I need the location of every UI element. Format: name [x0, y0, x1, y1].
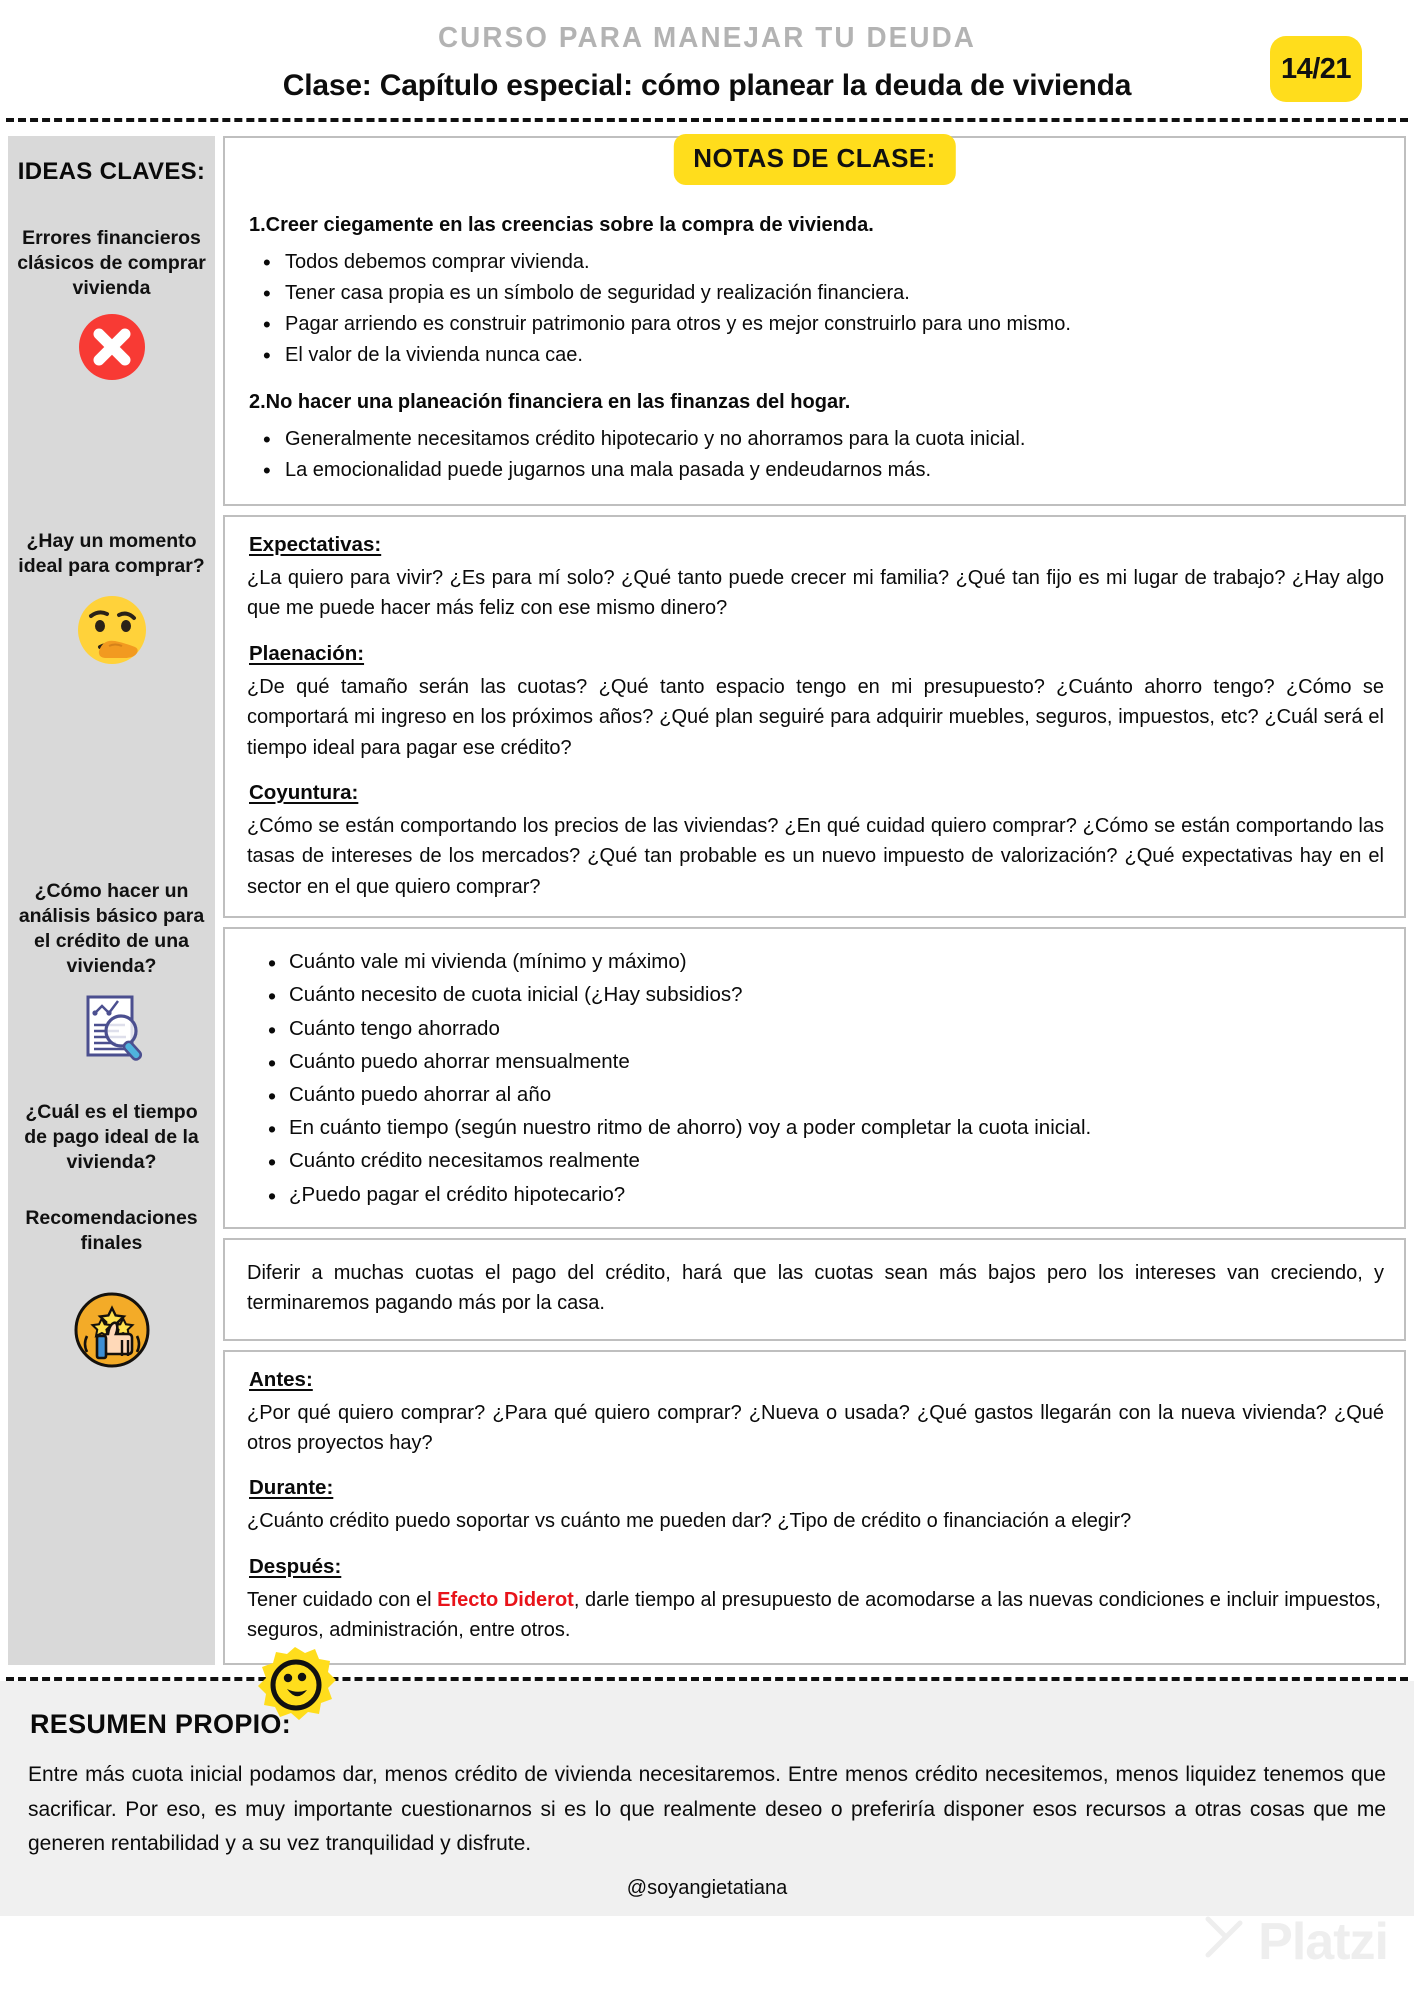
list-item: • Cuánto puedo ahorrar mensualmente — [289, 1045, 1384, 1078]
sidebar-title: IDEAS CLAVES: — [17, 158, 206, 185]
board — [0, 122, 1414, 1665]
sidebar-item-recomendaciones — [8, 1192, 215, 1552]
sidebar-item-label: Errores financieros clásicos de comprar vivienda — [17, 227, 206, 299]
antes-heading: Antes: — [249, 1367, 313, 1391]
notes-column — [215, 136, 1406, 1665]
sidebar-item-momento-ideal — [8, 517, 215, 867]
list-item: • ¿Puedo pagar el crédito hipotecario? — [289, 1178, 1384, 1211]
durante-heading: Durante: — [249, 1476, 334, 1500]
efecto-diderot-highlight: Efecto Diderot — [437, 1588, 574, 1611]
list-item: • La emocionalidad puede jugarnos una mala pasada y endeudarnos más. — [283, 455, 1384, 486]
sidebar-item-label: ¿Cómo hacer un análisis básico para el crédito de una vivienda? — [18, 880, 205, 977]
list-item: • Cuánto puedo ahorrar al año — [289, 1078, 1384, 1111]
platzi-watermark — [1202, 1912, 1388, 1972]
list-item: • Generalmente necesitamos crédito hipotecario y no ahorramos para la cuota inicial. — [283, 424, 1384, 455]
expectativas-text: ¿La quiero para vivir? ¿Es para mí solo? ¿Qué tanto puede crecer mi familia? ¿Qué tan fijo es mi lugar de trabajo? ¿Hay algo que me puede hacer más feliz con ese mismo dinero? — [247, 567, 1384, 620]
sidebar-item-label: ¿Hay un momento ideal para comprar? — [18, 530, 205, 577]
despues-text-before: Tener cuidado con el — [247, 1588, 438, 1611]
notes-panel-tiempo-pago — [223, 1238, 1406, 1341]
thumbs-up-stars-icon — [70, 1288, 154, 1377]
sidebar-item-analisis-basico — [8, 867, 215, 1082]
resumen-section — [0, 1677, 1414, 1915]
panel1-heading-1: 1.Creer ciegamente en las creencias sobre la compra de vivienda. — [249, 214, 874, 236]
page-number-badge: 14/21 — [1270, 36, 1362, 102]
list-item: • Pagar arriendo es construir patrimonio para otros y es mejor construirlo para uno mismo. — [283, 309, 1384, 340]
sidebar — [8, 136, 215, 1665]
notes-panel-recomendaciones — [223, 1350, 1406, 1666]
panel3-bullets — [245, 945, 1384, 1211]
author-handle: @soyangietatiana — [626, 1876, 788, 1899]
smiley-face-badge-icon — [253, 1645, 337, 1729]
expectativas-heading: Expectativas: — [249, 533, 382, 556]
list-item: • El valor de la vivienda nunca cae. — [283, 340, 1384, 371]
despues-heading: Después: — [249, 1554, 342, 1578]
resumen-body — [0, 1681, 1414, 1915]
tiempo-pago-text: Diferir a muchas cuotas el pago del crédito, hará que las cuotas sean más bajos pero los intereses van creciendo, y terminaremos pagando más por la casa. — [247, 1261, 1384, 1315]
antes-text: ¿Por qué quiero comprar? ¿Para qué quiero comprar? ¿Nueva o usada? ¿Qué gastos llegarán con la nueva vivienda? ¿Qué otros proyectos hay? — [247, 1401, 1384, 1454]
sidebar-item-errores — [8, 190, 215, 517]
platzi-wordmark: Platzi — [1258, 1913, 1388, 1971]
red-x-circle-icon — [76, 311, 148, 388]
sidebar-item-tiempo-pago — [8, 1082, 215, 1192]
list-item: • Tener casa propia es un símbolo de seguridad y realización financiera. — [283, 278, 1384, 309]
durante-text: ¿Cuánto crédito puedo soportar vs cuánto me pueden dar? ¿Tipo de crédito o financiación a elegir? — [247, 1510, 1132, 1533]
coyuntura-heading: Coyuntura: — [249, 780, 359, 804]
list-item: • Cuánto crédito necesitamos realmente — [289, 1144, 1384, 1177]
notes-panel-analisis — [223, 927, 1406, 1229]
document-magnifier-icon — [74, 989, 150, 1070]
notes-panel-errores — [223, 136, 1406, 506]
list-item: • Cuánto vale mi vivienda (mínimo y máximo) — [289, 945, 1384, 978]
platzi-logo-icon — [1202, 1915, 1248, 1970]
panel1-bullets-1 — [245, 247, 1384, 371]
page-header — [0, 0, 1414, 118]
spacer — [245, 371, 1384, 391]
list-item: • Todos debemos comprar vivienda. — [283, 247, 1384, 278]
despues-text-after: , darle tiempo al presupuesto de acomodarse a las nuevas condiciones e incluir impuestos, seguros, administración, entre otros. — [247, 1588, 1381, 1642]
notas-de-clase-badge: NOTAS DE CLASE: — [673, 134, 955, 185]
sidebar-item-label: ¿Cuál es el tiempo de pago ideal de la vivienda? — [24, 1101, 199, 1173]
resumen-text: Entre más cuota inicial podamos dar, menos crédito de vivienda necesitaremos. Entre menos crédito necesitemos, menos liquidez tenemos que sacrificar. Por eso, es muy importante cuestionarnos si es lo que realmente deseo o preferiría disponer esos recursos a otras cosas que me generen rentabilidad y a su vez tranquilidad y disfrute. — [28, 1763, 1386, 1855]
notes-panel-momento-ideal — [223, 515, 1406, 918]
plaenacion-heading: Plaenación: — [249, 641, 365, 665]
coyuntura-text: ¿Cómo se están comportando los precios de las viviendas? ¿En qué cuidad quiero comprar? ¿Cómo se están comportando las tasas de intereses de los mercados? ¿Qué tan probable es un nuevo impuesto de valorización? ¿Qué expectativas hay en el sector en el que quiero comprar? — [247, 814, 1384, 898]
plaenacion-text: ¿De qué tamaño serán las cuotas? ¿Qué tanto espacio tengo en mi presupuesto? ¿Cuánto ahorro tengo? ¿Cómo se comportará mi ingreso en los próximos años? ¿Qué plan seguiré para adquirir muebles, seguros, impuestos, etc? ¿Cuál será el tiempo ideal para pagar ese crédito? — [247, 675, 1384, 759]
course-title: CURSO PARA MANEJAR TU DEUDA — [437, 22, 977, 54]
sidebar-item-label: Recomendaciones finales — [25, 1207, 198, 1254]
panel1-bullets-2 — [245, 424, 1384, 486]
list-item: • En cuánto tiempo (según nuestro ritmo de ahorro) voy a poder completar la cuota inicial. — [289, 1111, 1384, 1144]
despues-text — [247, 1585, 1384, 1646]
panel1-heading-2: 2.No hacer una planeación financiera en las finanzas del hogar. — [249, 391, 851, 413]
list-item: • Cuánto tengo ahorrado — [289, 1012, 1384, 1045]
resumen-title: RESUMEN PROPIO: — [30, 1709, 292, 1740]
class-title: Clase: Capítulo especial: cómo planear la deuda de vivienda — [282, 69, 1132, 102]
thinking-face-icon — [69, 589, 155, 680]
list-item: • Cuánto necesito de cuota inicial (¿Hay subsidios? — [289, 978, 1384, 1011]
